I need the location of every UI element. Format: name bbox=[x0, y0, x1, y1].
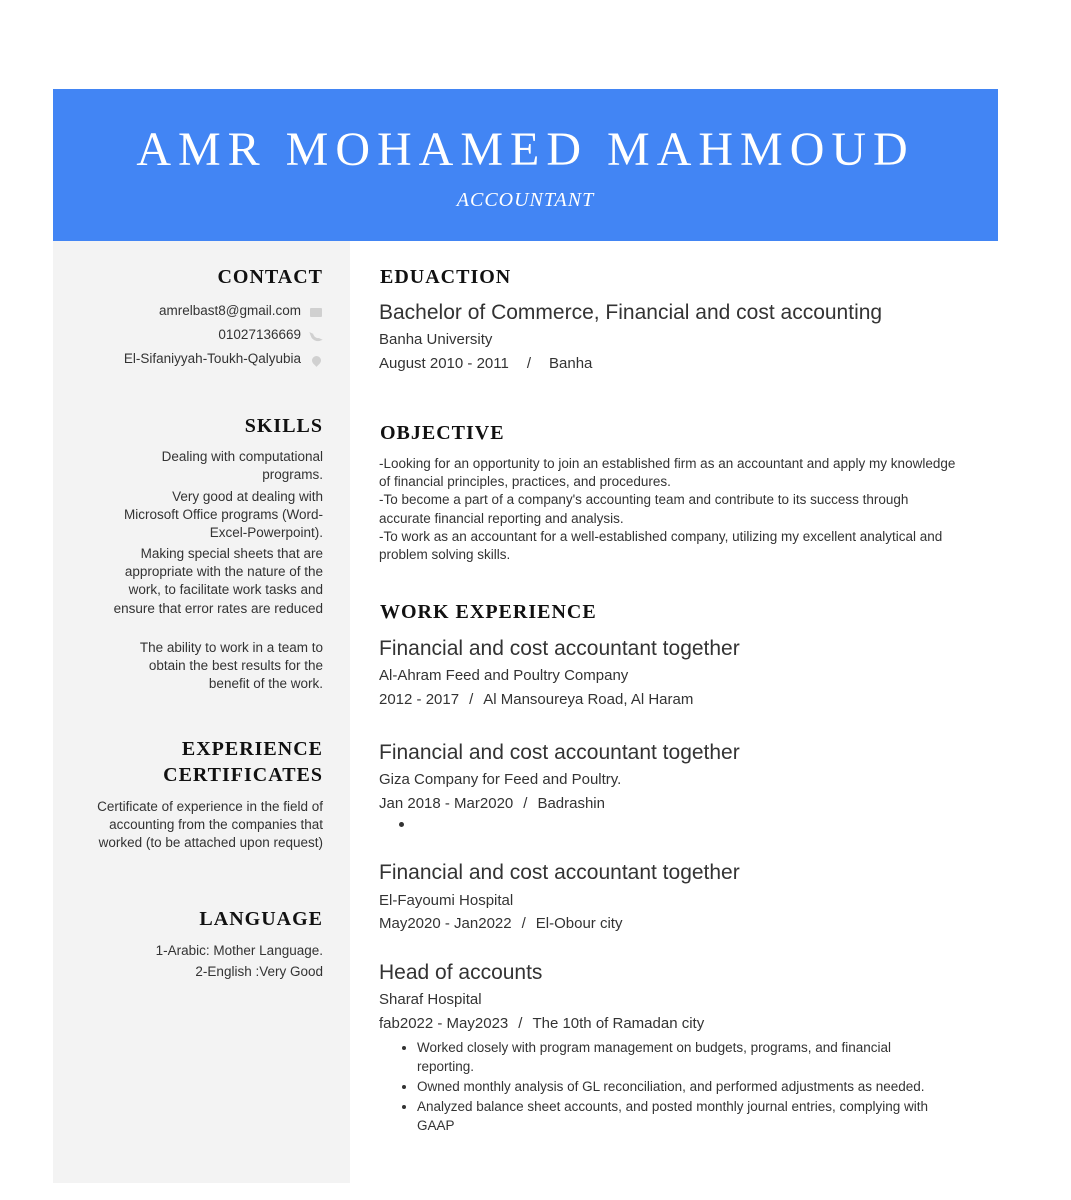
language-heading: LANGUAGE bbox=[199, 908, 323, 930]
job-role-title: ACCOUNTANT bbox=[456, 189, 595, 211]
sidebar bbox=[53, 241, 350, 1183]
address-text: El-Sifaniyyah-Toukh-Qalyubia bbox=[123, 351, 301, 366]
objective-line: -To work as an accountant for a well-established company, utilizing my excellent analytical and problem solving skills. bbox=[379, 528, 943, 563]
skill-item: Dealing with computational programs. bbox=[161, 449, 323, 483]
empty-bullet bbox=[399, 822, 404, 827]
job-bullet: • Analyzed balance sheet accounts, and posted monthly journal entries, complying with GAAP bbox=[417, 1097, 947, 1135]
certificates-text: Certificate of experience in the field of accounting from the companies that worked (to be attached upon request) bbox=[97, 799, 323, 851]
job-location: El-Obour city bbox=[535, 915, 623, 932]
job-bullet: • Worked closely with program management on budgets, programs, and financial reporting. bbox=[417, 1038, 947, 1076]
education-school: Banha University bbox=[379, 331, 493, 348]
education-location: Banha bbox=[549, 355, 593, 372]
experience-heading: WORK EXPERIENCE bbox=[380, 601, 597, 623]
objective-line: -Looking for an opportunity to join an established firm as an accountant and apply my knowledge of financial principles, practices, and procedures. bbox=[379, 456, 956, 490]
job-bullet: • Owned monthly analysis of GL reconciliation, and performed adjustments as needed. bbox=[417, 1077, 947, 1096]
envelope-icon bbox=[309, 301, 323, 321]
job-dates: Jan 2018 - Mar2020 bbox=[379, 795, 514, 812]
job-dates: 2012 - 2017 bbox=[379, 691, 460, 708]
meta-separator: / bbox=[518, 1015, 523, 1032]
email-text: amrelbast8@gmail.com bbox=[158, 303, 301, 318]
job-title: Financial and cost accountant together bbox=[379, 861, 740, 884]
job-title: Head of accounts bbox=[379, 961, 543, 984]
job-location: The 10th of Ramadan city bbox=[532, 1015, 705, 1032]
location-pin-icon bbox=[309, 349, 323, 369]
job-company: El-Fayoumi Hospital bbox=[379, 892, 514, 909]
job-meta bbox=[379, 914, 622, 934]
objective-heading: OBJECTIVE bbox=[380, 422, 505, 444]
education-meta bbox=[379, 354, 592, 374]
certificates-heading-line2: CERTIFICATES bbox=[163, 764, 323, 786]
language-item: 1-Arabic: Mother Language. bbox=[155, 943, 323, 958]
education-degree: Bachelor of Commerce, Financial and cost accounting bbox=[379, 301, 883, 324]
skill-item: Very good at dealing with Microsoft Office programs (Word-Excel-Powerpoint). bbox=[123, 489, 323, 541]
job-title: Financial and cost accountant together bbox=[379, 637, 740, 660]
language-item: 2-English :Very Good bbox=[195, 964, 323, 979]
resume-header bbox=[53, 89, 998, 241]
education-heading: EDUACTION bbox=[380, 266, 512, 288]
job-location: Badrashin bbox=[537, 795, 605, 812]
job-company: Sharaf Hospital bbox=[379, 991, 482, 1008]
job-dates: fab2022 - May2023 bbox=[379, 1015, 509, 1032]
job-dates: May2020 - Jan2022 bbox=[379, 915, 512, 932]
job-bullets bbox=[379, 1038, 947, 1136]
job-meta bbox=[379, 690, 693, 710]
objective-line: -To become a part of a company's accounting team and contribute to its success through accurate financial reporting and analysis. bbox=[379, 492, 909, 526]
skill-item: Making special sheets that are appropriate with the nature of the work, to facilitate work tasks and ensure that error rates are reduced bbox=[113, 546, 323, 616]
contact-address bbox=[124, 349, 323, 369]
job-title: Financial and cost accountant together bbox=[379, 741, 740, 764]
education-dates: August 2010 - 2011 bbox=[379, 355, 509, 372]
meta-separator: / bbox=[469, 691, 474, 708]
skills-heading: SKILLS bbox=[244, 415, 323, 437]
applicant-name: AMR MOHAMED MAHMOUD bbox=[136, 123, 915, 176]
contact-heading: CONTACT bbox=[217, 266, 323, 288]
job-company: Giza Company for Feed and Poultry. bbox=[379, 771, 622, 788]
objective-text bbox=[379, 455, 959, 564]
meta-separator: / bbox=[521, 915, 526, 932]
phone-icon bbox=[309, 325, 323, 345]
phone-text: 01027136669 bbox=[218, 327, 301, 342]
job-location: Al Mansoureya Road, Al Haram bbox=[483, 691, 694, 708]
job-meta bbox=[379, 1014, 704, 1034]
contact-phone[interactable] bbox=[218, 325, 323, 345]
contact-email[interactable] bbox=[159, 301, 323, 321]
meta-separator: / bbox=[523, 795, 528, 812]
meta-separator: / bbox=[526, 355, 531, 372]
job-company: Al-Ahram Feed and Poultry Company bbox=[379, 667, 629, 684]
certificates-heading-line1: EXPERIENCE bbox=[181, 738, 323, 760]
job-meta bbox=[379, 794, 605, 814]
skill-item: The ability to work in a team to obtain the best results for the benefit of the work. bbox=[139, 640, 323, 692]
